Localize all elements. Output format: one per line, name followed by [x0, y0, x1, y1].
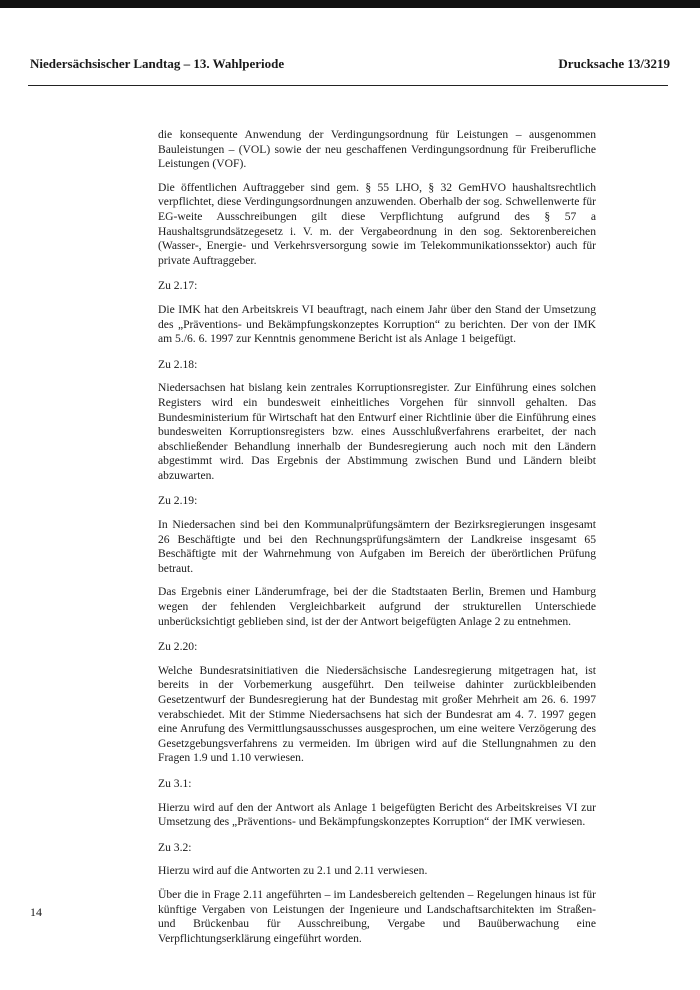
body-paragraph: Die öffentlichen Auftraggeber sind gem. § 55 LHO, § 32 GemHVO haushaltsrechtlich verpflichtet, diese Verdingungsordnungen anzuwenden. Oberhalb der sog. Schwellenwerte für EG-weite Ausschreibungen gilt diese Verpflichtung aufgrund des § 57 a Haushaltsgrundsätzegesetz i. V. m. der Vergabeordnung in den sog. Sektorenbereichen (Wasser-, Energie- und Verkehrsversorgung sowie im Telekommunikationssektor) auch für private Auftraggeber.: [158, 180, 596, 267]
section-heading: Zu 2.20:: [158, 640, 198, 654]
body-paragraph: Hierzu wird auf den der Antwort als Anlage 1 beigefügten Bericht des Arbeitskreises VI zur Umsetzung des „Präventions- und Bekämpfungskonzeptes Korruption“ der IMK verwiesen.: [158, 800, 596, 829]
document-number: Drucksache 13/3219: [558, 56, 670, 71]
section-heading: Zu 2.19:: [158, 494, 198, 508]
body-paragraph: Über die in Frage 2.11 angeführten – im Landesbereich geltenden – Regelungen hinaus ist für künftige Vergaben von Leistungen der Ingenieure und Landschaftsarchitekten im Straßen- und Brückenbau für Ausschreibung, Vergabe und Bauüberwachung eine Verpflichtungserklärung eingeführt worden.: [158, 887, 596, 945]
body-paragraph: Hierzu wird auf die Antworten zu 2.1 und 2.11 verwiesen.: [158, 864, 428, 878]
section-heading: Zu 2.17:: [158, 279, 198, 293]
section-heading: Zu 3.2:: [158, 840, 192, 854]
body-paragraph: Das Ergebnis einer Länderumfrage, bei der die Stadtstaaten Berlin, Bremen und Hamburg wegen der fehlenden Vergleichbarkeit aufgrund der strukturellen Unterschiede unberücksichtigt geblieben sind, ist der der Antwort beigefügten Anlage 2 zu entnehmen.: [158, 585, 596, 628]
page-number: 14: [30, 905, 42, 919]
body-paragraph: In Niedersachen sind bei den Kommunalprüfungsämtern der Bezirksregierungen insgesamt 26 Beschäftigte und bei den Rechnungsprüfungsämtern der Landkreise insgesamt 65 Beschäftigte mit der Wahrnehmung von Aufgaben im Bereich der überörtlichen Prüfung betraut.: [158, 518, 596, 575]
body-paragraph: Die IMK hat den Arbeitskreis VI beauftragt, nach einem Jahr über den Stand der Umsetzung des „Präventions- und Bekämpfungskonzeptes Korruption“ zu berichten. Der von der IMK am 5./6. 6. 1997 zur Kenntnis genommene Bericht ist als Anlage 1 beigefügt.: [158, 302, 596, 346]
body-paragraph: Niedersachsen hat bislang kein zentrales Korruptionsregister. Zur Einführung eines solchen Registers wird ein bundesweit einheitliches Vorgehen für sinnvoll gehalten. Das Bundesministerium für Wirtschaft hat den Entwurf einer Richtlinie über die Einführung eines bundesweiten Korruptionsregisters bzw. eines Ausschlußverfahrens erarbeitet, der nach abschließender Behandlung innerhalb der Bundesregierung auch noch mit den Ländern abgestimmt wird. Das Ergebnis der Abstimmung zwischen Bund und Ländern bleibt abzuwarten.: [158, 381, 596, 482]
document-body: [158, 128, 596, 955]
top-border-rule: [0, 0, 700, 8]
body-paragraph: die konsequente Anwendung der Verdingungsordnung für Leistungen – ausgenommen Bauleistungen – (VOL) sowie der neu geschaffenen Verdingungsordnung für Freiberufliche Leistungen (VOF).: [158, 128, 596, 171]
header-title: Niedersächsischer Landtag – 13. Wahlperiode: [30, 56, 285, 71]
section-heading: Zu 2.18:: [158, 357, 198, 371]
header-divider: [28, 85, 668, 86]
body-paragraph: Welche Bundesratsinitiativen die Niedersächsische Landesregierung mitgetragen hat, ist bereits in der Vorbemerkung ausgeführt. Den teilweise dahinter zurückbleibenden Gesetzentwurf der Bundesregierung hat der Bundestag mit großer Mehrheit am 26. 6. 1997 verabschiedet. Mit der Stimme Niedersachsens hat sich der Bundesrat am 4. 7. 1997 gegen eine Anrufung des Vermittlungsausschusses ausgesprochen, um eine weitere Verzögerung des Gesetzgebungsverfahrens zu vermeiden. Im übrigen wird auf die Stellungnahmen zu den Fragen 1.9 und 1.10 verwiesen.: [158, 663, 596, 765]
page-header: [30, 56, 670, 78]
section-heading: Zu 3.1:: [158, 776, 192, 790]
